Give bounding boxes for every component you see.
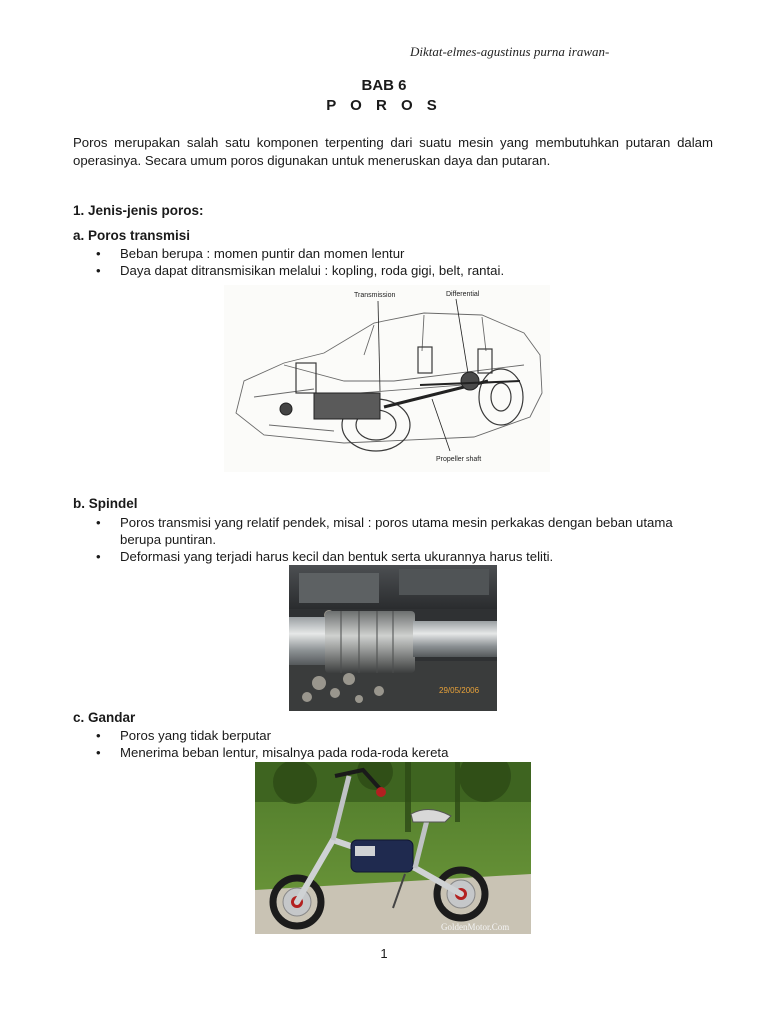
photo-watermark: GoldenMotor.Com: [441, 922, 510, 932]
folding-bicycle-photo: [255, 762, 531, 934]
car-drivetrain-illustration: [224, 285, 550, 472]
section-heading-jenis-poros: 1. Jenis-jenis poros:: [73, 203, 204, 218]
list-item: • Poros transmisi yang relatif pendek, misal : poros utama mesin perkakas dengan beban utama berupa puntiran.: [96, 514, 696, 548]
list-item: • Menerima beban lentur, misalnya pada roda-roda kereta: [96, 744, 448, 761]
chapter-heading: [0, 76, 768, 116]
page-number: 1: [380, 946, 388, 961]
photo-date-stamp: 29/05/2006: [439, 686, 480, 695]
list-item: • Deformasi yang terjadi harus kecil dan bentuk serta ukurannya harus teliti.: [96, 548, 696, 565]
label-transmission: Transmission: [354, 292, 396, 299]
bullet-list-spindel: [96, 514, 696, 565]
subsection-heading-gandar: c. Gandar: [73, 710, 136, 725]
list-item: • Daya dapat ditransmisikan melalui : kopling, roda gigi, belt, rantai.: [96, 262, 504, 279]
bullet-list-poros-transmisi: [96, 245, 504, 279]
list-item: • Poros yang tidak berputar: [96, 727, 448, 744]
bullet-list-gandar: [96, 727, 448, 761]
list-item: • Beban berupa : momen puntir dan momen lentur: [96, 245, 504, 262]
chapter-number: BAB 6: [361, 77, 407, 94]
subsection-heading-poros-transmisi: a. Poros transmisi: [73, 228, 191, 243]
lathe-spindle-photo: [289, 565, 497, 711]
document-header-note: Diktat-elmes-agustinus purna irawan-: [410, 44, 610, 59]
label-propeller-shaft: Propeller shaft: [436, 456, 482, 463]
intro-paragraph: Poros merupakan salah satu komponen terpenting dari suatu mesin yang membutuhkan putaran dalam operasinya. Secara umum poros digunakan untuk meneruskan daya dan putaran.: [73, 135, 713, 168]
label-differential: Differential: [446, 291, 480, 298]
subsection-heading-spindel: b. Spindel: [73, 496, 138, 511]
chapter-title: P O R O S: [326, 97, 442, 114]
